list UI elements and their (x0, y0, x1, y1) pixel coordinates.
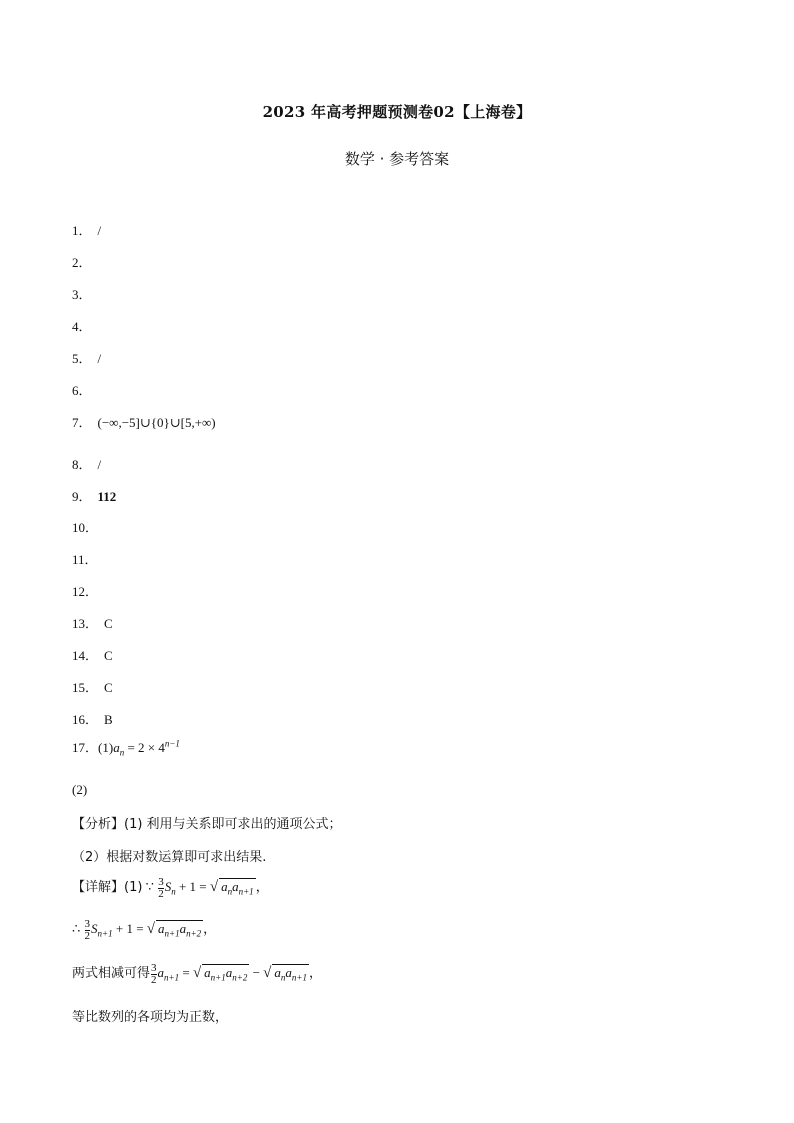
answer-number: 7． (72, 415, 92, 430)
q17-analysis-2: （2）根据对数运算即可求出结果. (72, 850, 267, 865)
page-subtitle: 数学 · 参考答案 (344, 150, 450, 168)
fraction-3-2: $\frac{3}{2}$ (151, 961, 157, 986)
q17-part1-label: (1) (98, 740, 114, 755)
answer-line (72, 252, 98, 271)
answer-text: / (97, 223, 102, 238)
subtract-text: 两式相减可得 (72, 966, 151, 981)
answer-line (72, 549, 104, 568)
q17-part1-formula: = 2 × 4 (127, 740, 165, 755)
sqrt-symbol: √ (192, 965, 202, 981)
plus-one-equals: + 1 = (175, 879, 210, 894)
answer-line (72, 284, 98, 303)
comma: ， (255, 880, 269, 895)
equals: = (179, 965, 193, 980)
answer-line (72, 517, 104, 536)
sqrt-expression: $a_{n+1}a_{n+2}$ (204, 965, 248, 983)
answer-line (72, 348, 101, 367)
answer-line (72, 581, 104, 600)
answer-number: 16． (72, 712, 99, 727)
answer-text: 112 (97, 489, 117, 504)
answer-number: 2． (72, 255, 92, 270)
answer-line (72, 454, 101, 473)
sqrt-expression: $a_na_{n+1}$ (274, 965, 307, 983)
answer-text: C (104, 648, 113, 663)
q17-part1-line (72, 737, 180, 756)
answer-line (72, 486, 116, 505)
answer-line (72, 316, 98, 335)
sqrt-symbol: √ (146, 921, 156, 937)
answer-line (72, 412, 216, 431)
minus: − (249, 965, 264, 980)
answer-number: 14． (72, 648, 99, 663)
answer-line (72, 613, 113, 632)
q17-part2-label: (2) (72, 782, 88, 797)
page-title: 2023 年高考押题预测卷02【上海卷】 (262, 103, 532, 121)
q17-subtract-line (72, 962, 322, 986)
q17-analysis: 【分析】(1) 利用与关系即可求出的通项公式； (72, 817, 342, 832)
answer-text: (−∞,−5]∪{0}∪[5,+∞) (97, 415, 216, 430)
answer-text: / (97, 351, 102, 366)
q17-because-symbol: ∵ (145, 879, 154, 894)
q17-part1-exp: n−1 (164, 738, 180, 749)
answer-number: 10． (72, 520, 99, 535)
answer-line (72, 220, 101, 239)
q17-number: 17． (72, 740, 99, 755)
q17-var-a: $a_n$ (113, 740, 125, 758)
sqrt-expression: $a_{n+1}a_{n+2}$ (158, 921, 202, 939)
q17-last-line: 等比数列的各项均为正数， (72, 1010, 229, 1025)
plus-one-equals: + 1 = (112, 921, 147, 936)
answer-line (72, 709, 113, 728)
var-s-n: $S_n$ (164, 879, 176, 897)
var-a-n1: $a_{n+1}$ (157, 965, 180, 983)
therefore-symbol: ∴ (72, 921, 81, 936)
fraction-3-2: $\frac{3}{2}$ (84, 917, 91, 942)
answer-number: 8． (72, 457, 92, 472)
sqrt-symbol: √ (263, 965, 272, 981)
comma: ， (308, 966, 322, 981)
answer-line (72, 645, 113, 664)
sqrt-symbol: √ (209, 879, 219, 895)
q17-detail-line (72, 876, 269, 900)
answer-number: 4． (72, 319, 92, 334)
answer-text: / (97, 457, 102, 472)
answer-number: 15． (72, 680, 99, 695)
answer-number: 6． (72, 383, 92, 398)
sqrt-expression: $a_na_{n+1}$ (221, 879, 254, 897)
answer-number: 5． (72, 351, 92, 366)
answer-number: 1． (72, 223, 92, 238)
var-s-n1: $S_{n+1}$ (91, 921, 113, 939)
answer-text: B (104, 712, 113, 727)
answer-number: 13． (72, 616, 99, 631)
answer-number: 9． (72, 489, 92, 504)
q17-therefore-line (72, 918, 216, 942)
answer-number: 12． (72, 584, 99, 599)
answer-number: 11． (72, 552, 98, 567)
fraction-3-2: $\frac{3}{2}$ (158, 875, 164, 900)
comma: ， (203, 922, 217, 937)
answer-line (72, 677, 113, 696)
answer-text: C (104, 680, 113, 695)
q17-detail-label: 【详解】(1) (72, 880, 143, 895)
answer-text: C (104, 616, 113, 631)
answer-number: 3． (72, 287, 92, 302)
answer-line (72, 380, 98, 399)
